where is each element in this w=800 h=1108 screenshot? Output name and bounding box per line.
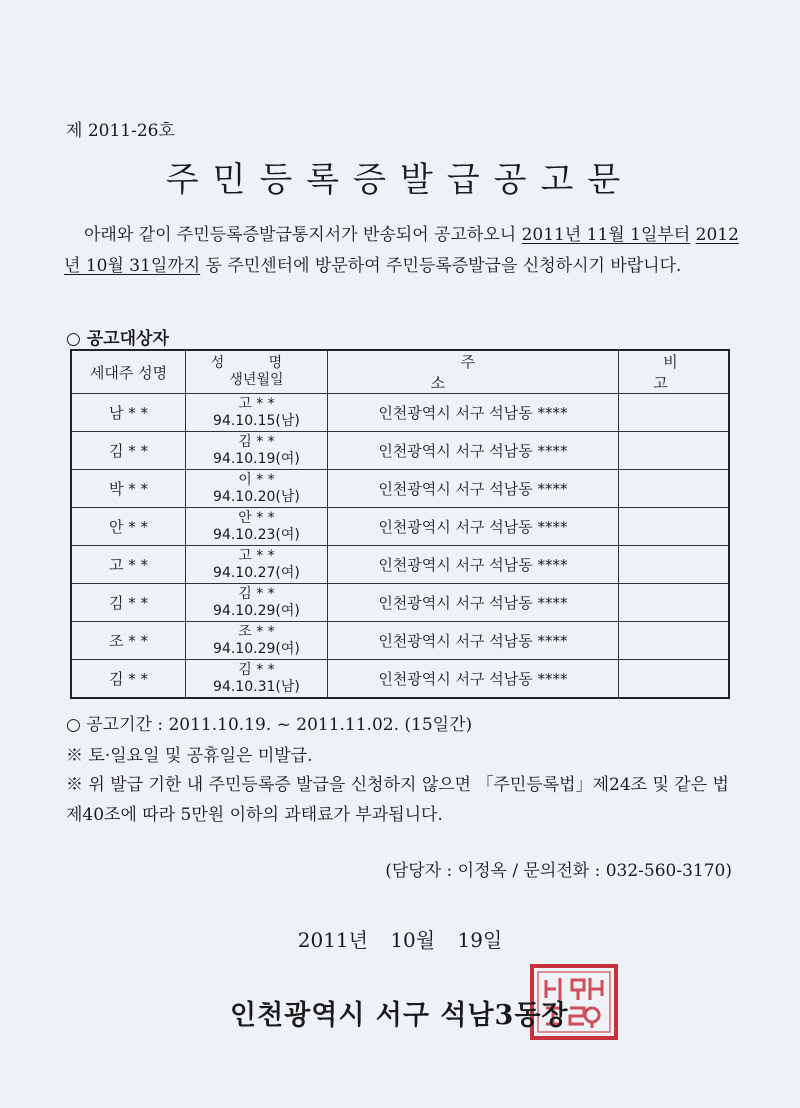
note-weekend: ※ 토·일요일 및 공휴일은 미발급.: [66, 746, 313, 766]
period-start: 2011년 11월 1일부터: [521, 225, 691, 245]
cell-address: 인천광역시 서구 석남동 ****: [327, 584, 618, 622]
cell-householder: 박 * *: [71, 470, 186, 508]
document-number: 제 2011-26호: [66, 121, 175, 141]
cell-birth: 94.10.20(남): [213, 488, 300, 505]
header-name: 성 명: [210, 355, 303, 371]
cell-note: [618, 546, 729, 584]
cell-name-birth: [186, 622, 328, 660]
cell-birth: 94.10.31(남): [213, 678, 300, 695]
cell-name: 고 * *: [238, 395, 275, 412]
cell-note: [618, 660, 729, 699]
cell-name-birth: [186, 546, 328, 584]
cell-address: 인천광역시 서구 석남동 ****: [327, 432, 618, 470]
cell-birth: 94.10.23(여): [213, 526, 300, 543]
issue-day: 19일: [457, 928, 503, 952]
cell-name-birth: [186, 394, 328, 432]
cell-householder: 고 * *: [71, 546, 186, 584]
table-row: [71, 622, 729, 660]
cell-name: 이 * *: [238, 471, 275, 488]
cell-address: 인천광역시 서구 석남동 ****: [327, 394, 618, 432]
note-penalty: ※ 위 발급 기한 내 주민등록증 발급을 신청하지 않으면 「주민등록법」제24조 및 같은 법 제40조에 따라 5만원 이하의 과태료가 부과됩니다.: [66, 775, 729, 825]
cell-address: 인천광역시 서구 석남동 ****: [327, 470, 618, 508]
cell-householder: 조 * *: [71, 622, 186, 660]
header-birth: 생년월일: [229, 372, 284, 388]
cell-name-birth: [186, 508, 328, 546]
cell-name-birth: [186, 432, 328, 470]
cell-name-birth: [186, 660, 328, 699]
issue-date: [0, 924, 800, 953]
cell-birth: 94.10.19(여): [213, 450, 300, 467]
table-row: [71, 470, 729, 508]
intro-text-1: 아래와 같이 주민등록증발급통지서가 반송되어 공고하오니: [84, 225, 522, 245]
contact-info: (담당자 : 이정옥 / 문의전화 : 032-560-3170): [385, 861, 732, 881]
period-end: 2012년 10월 31일까지: [64, 225, 739, 276]
cell-householder: 안 * *: [71, 508, 186, 546]
document-title: 주민등록증발급공고문: [165, 160, 635, 200]
table-row: [71, 508, 729, 546]
cell-name: 김 * *: [238, 661, 275, 678]
cell-name: 김 * *: [238, 433, 275, 450]
cell-note: [618, 584, 729, 622]
cell-name: 안 * *: [238, 509, 275, 526]
section-title: ○ 공고대상자: [66, 329, 169, 349]
issue-month: 10월: [390, 928, 436, 952]
cell-householder: 김 * *: [71, 584, 186, 622]
cell-note: [618, 508, 729, 546]
table-row: [71, 660, 729, 699]
cell-note: [618, 394, 729, 432]
cell-name-birth: [186, 584, 328, 622]
table-row: [71, 584, 729, 622]
cell-note: [618, 432, 729, 470]
cell-birth: 94.10.15(남): [213, 412, 300, 429]
issuer: 인천광역시 서구 석남3동장: [230, 1000, 569, 1031]
intro-paragraph: [64, 220, 754, 282]
table-row: [71, 546, 729, 584]
intro-text-2: 동 주민센터에 방문하여 주민등록증발급을 신청하시기 바랍니다.: [200, 256, 682, 276]
table-header-row: [71, 350, 729, 394]
cell-householder: 김 * *: [71, 432, 186, 470]
issue-year: 2011년: [297, 928, 368, 952]
cell-birth: 94.10.29(여): [213, 640, 300, 657]
cell-note: [618, 622, 729, 660]
cell-name: 고 * *: [238, 547, 275, 564]
cell-address: 인천광역시 서구 석남동 ****: [327, 546, 618, 584]
cell-address: 인천광역시 서구 석남동 ****: [327, 622, 618, 660]
cell-householder: 김 * *: [71, 660, 186, 699]
header-address: 주 소: [327, 350, 618, 394]
cell-address: 인천광역시 서구 석남동 ****: [327, 660, 618, 699]
header-name-birth: [186, 350, 328, 394]
header-note: 비 고: [618, 350, 729, 394]
table-row: [71, 432, 729, 470]
cell-birth: 94.10.27(여): [213, 564, 300, 581]
header-householder: 세대주 성명: [71, 350, 186, 394]
cell-address: 인천광역시 서구 석남동 ****: [327, 508, 618, 546]
table-row: [71, 394, 729, 432]
cell-name: 김 * *: [238, 585, 275, 602]
recipients-table: [70, 349, 730, 699]
cell-householder: 남 * *: [71, 394, 186, 432]
cell-birth: 94.10.29(여): [213, 602, 300, 619]
cell-name-birth: [186, 470, 328, 508]
notice-period: ○ 공고기간 : 2011.10.19. ~ 2011.11.02. (15일간): [66, 715, 473, 735]
cell-note: [618, 470, 729, 508]
cell-name: 조 * *: [238, 623, 275, 640]
